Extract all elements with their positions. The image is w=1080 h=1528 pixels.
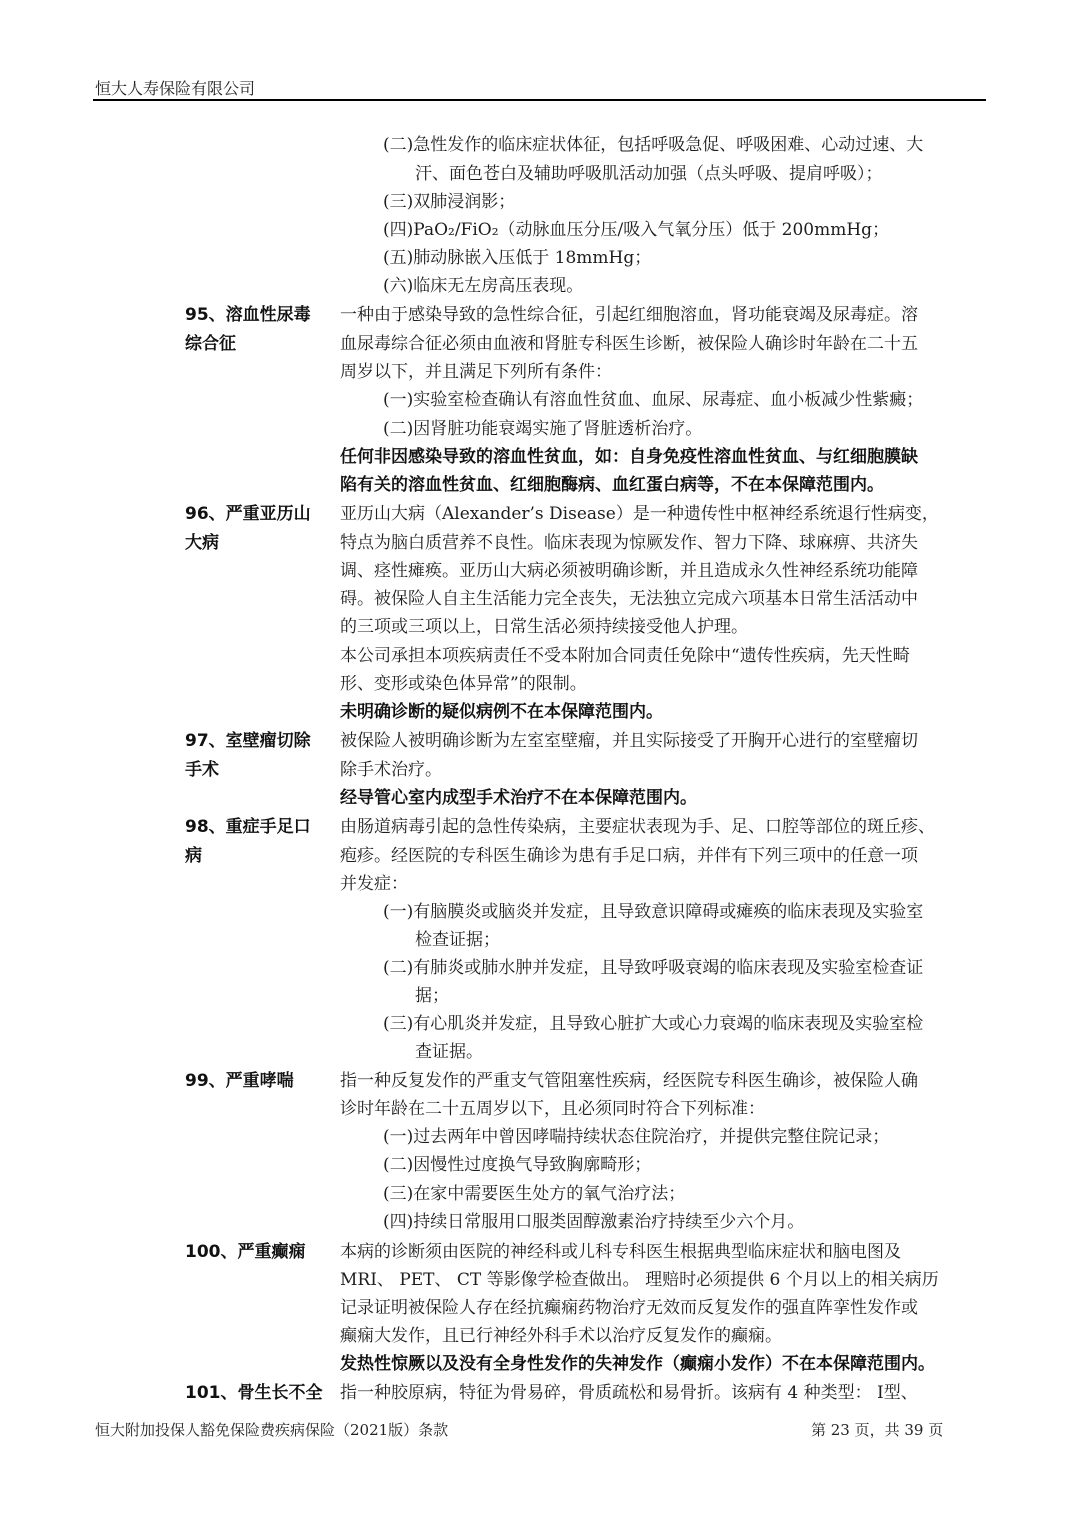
- term-101: 101、骨生长不全: [185, 1383, 323, 1403]
- text-line: (二)急性发作的临床症状体征，包括呼吸急促、呼吸困难、心动过速、大: [383, 135, 924, 155]
- text-line: (三)在家中需要医生处方的氧气治疗法；: [383, 1184, 686, 1204]
- term-97-line1: 97、室壁瘤切除: [185, 731, 311, 751]
- text-line: (六)临床无左房高压表现。: [383, 276, 584, 296]
- text-line: 调、痉性瘫痪。亚历山大病必须被明确诊断，并且造成永久性神经系统功能障: [340, 561, 918, 581]
- text-line: 查证据。: [415, 1042, 483, 1062]
- exclusion-line: 未明确诊断的疑似病例不在本保障范围内。: [340, 702, 663, 722]
- term-96-line1: 96、严重亚历山: [185, 504, 311, 524]
- text-line: 除手术治疗。: [340, 760, 442, 780]
- text-line: (二)因慢性过度换气导致胸廓畸形；: [383, 1155, 652, 1175]
- text-line: 的三项或三项以上，日常生活必须持续接受他人护理。: [340, 617, 748, 637]
- exclusion-line: 任何非因感染导致的溶血性贫血，如：自身免疫性溶血性贫血、与红细胞膜缺: [340, 447, 918, 467]
- text-line: 指一种反复发作的严重支气管阻塞性疾病，经医院专科医生确诊，被保险人确: [340, 1071, 918, 1091]
- footer-document-title: 恒大附加投保人豁免保险费疾病保险（2021版）条款: [95, 1421, 449, 1439]
- text-line: 检查证据；: [415, 930, 500, 950]
- text-line: (四)PaO₂/FiO₂（动脉血压分压/吸入气氧分压）低于 200mmHg；: [383, 220, 890, 240]
- text-line: 疱疹。经医院的专科医生确诊为患有手足口病，并伴有下列三项中的任意一项: [340, 846, 918, 866]
- text-line: MRI、 PET、 CT 等影像学检查做出。 理赔时必须提供 6 个月以上的相关病历: [340, 1270, 939, 1290]
- text-line: 记录证明被保险人存在经抗癫痫药物治疗无效而反复发作的强直阵挛性发作或: [340, 1298, 918, 1318]
- text-line: 本公司承担本项疾病责任不受本附加合同责任免除中“遗传性疾病，先天性畸: [340, 646, 910, 666]
- term-95-line2: 综合征: [185, 334, 236, 354]
- term-96-line2: 大病: [185, 533, 219, 553]
- term-98-line2: 病: [185, 846, 202, 866]
- text-line: 诊时年龄在二十五周岁以下，且必须同时符合下列标准：: [340, 1099, 765, 1119]
- term-95-line1: 95、溶血性尿毒: [185, 305, 311, 325]
- text-line: 血尿毒综合征必须由血液和肾脏专科医生诊断，被保险人确诊时年龄在二十五: [340, 334, 918, 354]
- footer-page-number: 第 23 页，共 39 页: [811, 1421, 944, 1439]
- text-line: 周岁以下，并且满足下列所有条件：: [340, 362, 612, 382]
- exclusion-line: 陷有关的溶血性贫血、红细胞酶病、血红蛋白病等，不在本保障范围内。: [340, 475, 884, 495]
- text-line: 指一种胶原病，特征为骨易碎，骨质疏松和易骨折。该病有 4 种类型： Ⅰ型、: [340, 1383, 918, 1403]
- text-line: 本病的诊断须由医院的神经科或儿科专科医生根据典型临床症状和脑电图及: [340, 1242, 901, 1262]
- text-line: 据；: [415, 986, 449, 1006]
- text-line: (五)肺动脉嵌入压低于 18mmHg；: [383, 248, 652, 268]
- text-line: (三)有心肌炎并发症，且导致心脏扩大或心力衰竭的临床表现及实验室检: [383, 1014, 924, 1034]
- exclusion-line: 发热性惊厥以及没有全身性发作的失神发作（癫痫小发作）不在本保障范围内。: [340, 1354, 935, 1374]
- text-line: 亚历山大病（Alexander’s Disease）是一种遗传性中枢神经系统退行性病变，: [340, 504, 939, 524]
- text-line: 癫痫大发作，且已行神经外科手术以治疗反复发作的癫痫。: [340, 1326, 782, 1346]
- text-line: 由肠道病毒引起的急性传染病，主要症状表现为手、足、口腔等部位的斑丘疹、: [340, 817, 935, 837]
- text-line: 汗、面色苍白及辅助呼吸肌活动加强（点头呼吸、提肩呼吸）；: [415, 164, 883, 184]
- text-line: 碍。被保险人自主生活能力完全丧失，无法独立完成六项基本日常生活活动中: [340, 589, 918, 609]
- exclusion-line: 经导管心室内成型手术治疗不在本保障范围内。: [340, 788, 697, 808]
- text-line: (一)过去两年中曾因哮喘持续状态住院治疗，并提供完整住院记录；: [383, 1127, 890, 1147]
- text-line: 特点为脑白质营养不良性。临床表现为惊厥发作、智力下降、球麻痹、共济失: [340, 533, 918, 553]
- text-line: 被保险人被明确诊断为左室室壁瘤，并且实际接受了开胸开心进行的室壁瘤切: [340, 731, 918, 751]
- text-line: (三)双肺浸润影；: [383, 192, 516, 212]
- term-99: 99、严重哮喘: [185, 1071, 294, 1091]
- term-97-line2: 手术: [185, 760, 219, 780]
- header-divider: [93, 99, 986, 101]
- text-line: (一)有脑膜炎或脑炎并发症，且导致意识障碍或瘫痪的临床表现及实验室: [383, 902, 924, 922]
- text-line: (四)持续日常服用口服类固醇激素治疗持续至少六个月。: [383, 1212, 805, 1232]
- term-100: 100、严重癫痫: [185, 1242, 306, 1262]
- text-line: 并发症：: [340, 874, 408, 894]
- text-line: 一种由于感染导致的急性综合征，引起红细胞溶血，肾功能衰竭及尿毒症。溶: [340, 305, 918, 325]
- text-line: (二)因肾脏功能衰竭实施了肾脏透析治疗。: [383, 419, 703, 439]
- text-line: 形、变形或染色体异常”的限制。: [340, 674, 587, 694]
- text-line: (一)实验室检查确认有溶血性贫血、血尿、尿毒症、血小板减少性紫癜；: [383, 390, 924, 410]
- text-line: (二)有肺炎或肺水肿并发症，且导致呼吸衰竭的临床表现及实验室检查证: [383, 958, 924, 978]
- term-98-line1: 98、重症手足口: [185, 817, 311, 837]
- header-company-name: 恒大人寿保险有限公司: [95, 79, 256, 98]
